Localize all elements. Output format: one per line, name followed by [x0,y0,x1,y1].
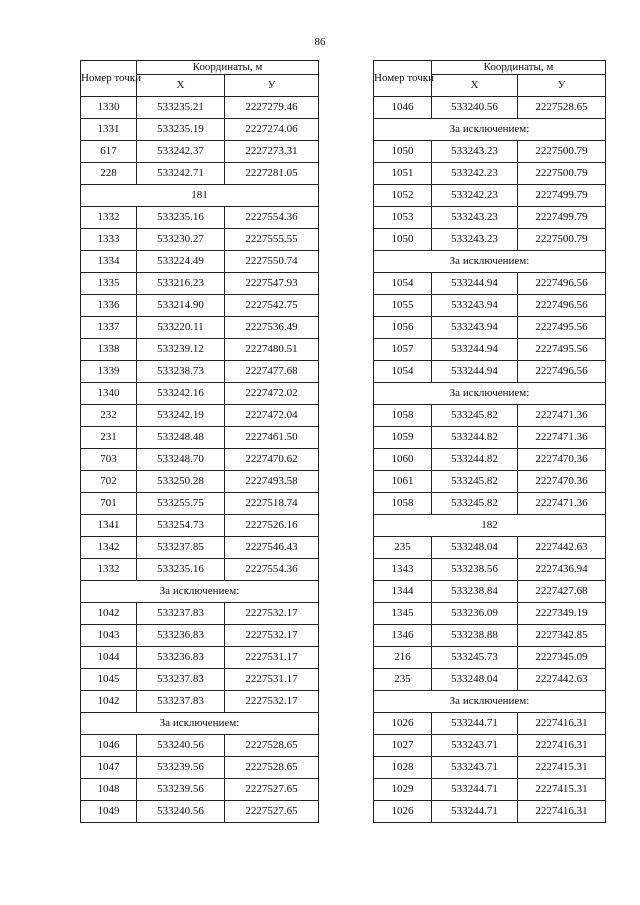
section-row [374,691,606,713]
y-coordinate-cell: 2227349.19 [518,603,606,625]
x-coordinate-cell: 533245.82 [432,471,518,493]
point-number-cell: 1026 [374,713,432,735]
point-number-cell: 1050 [374,141,432,163]
table-row [374,713,606,735]
header-y: У [225,75,319,97]
point-number-cell: 1046 [374,97,432,119]
y-coordinate-cell: 2227528.65 [225,735,319,757]
point-number-cell: 216 [374,647,432,669]
table-row [81,515,319,537]
x-coordinate-cell: 533243.94 [432,295,518,317]
table-row [81,537,319,559]
table-row [374,273,606,295]
x-coordinate-cell: 533248.04 [432,669,518,691]
x-coordinate-cell: 533235.16 [137,207,225,229]
point-number-cell: 235 [374,669,432,691]
table-row [81,339,319,361]
point-number-cell: 1046 [81,735,137,757]
point-number-cell: 1060 [374,449,432,471]
table-row [374,427,606,449]
table-row [81,647,319,669]
point-number-cell: 1059 [374,427,432,449]
y-coordinate-cell: 2227279.46 [225,97,319,119]
point-number-cell: 1047 [81,757,137,779]
table-row [81,449,319,471]
y-coordinate-cell: 2227536.49 [225,317,319,339]
point-number-cell: 1332 [81,559,137,581]
section-row [81,581,319,603]
x-coordinate-cell: 533238.73 [137,361,225,383]
point-number-cell: 1042 [81,603,137,625]
point-number-cell: 1055 [374,295,432,317]
x-coordinate-cell: 533254.73 [137,515,225,537]
point-number-cell: 1053 [374,207,432,229]
table-row [374,735,606,757]
y-coordinate-cell: 2227547.93 [225,273,319,295]
y-coordinate-cell: 2227436.94 [518,559,606,581]
point-number-cell: 1044 [81,647,137,669]
point-number-cell: 1054 [374,273,432,295]
y-coordinate-cell: 2227345.09 [518,647,606,669]
point-number-cell: 1346 [374,625,432,647]
table-row [374,669,606,691]
table-row [81,229,319,251]
section-label: За исключением: [81,581,319,603]
table-row [374,647,606,669]
x-coordinate-cell: 533244.82 [432,449,518,471]
coordinates-table-right [373,60,606,823]
x-coordinate-cell: 533240.56 [137,735,225,757]
point-number-cell: 1342 [81,537,137,559]
section-row [374,119,606,141]
y-coordinate-cell: 2227416.31 [518,801,606,823]
y-coordinate-cell: 2227527.65 [225,801,319,823]
y-coordinate-cell: 2227442.63 [518,669,606,691]
section-label: За исключением: [374,251,606,273]
y-coordinate-cell: 2227542.75 [225,295,319,317]
point-number-cell: 1332 [81,207,137,229]
point-number-cell: 1054 [374,361,432,383]
x-coordinate-cell: 533245.82 [432,405,518,427]
table-row [374,339,606,361]
y-coordinate-cell: 2227554.36 [225,207,319,229]
table-row [374,361,606,383]
y-coordinate-cell: 2227273.31 [225,141,319,163]
table-row [374,449,606,471]
y-coordinate-cell: 2227531.17 [225,669,319,691]
table-row [81,97,319,119]
y-coordinate-cell: 2227528.65 [518,97,606,119]
x-coordinate-cell: 533220.11 [137,317,225,339]
page-number: 86 [314,36,326,48]
point-number-cell: 1045 [81,669,137,691]
y-coordinate-cell: 2227416.31 [518,713,606,735]
point-number-cell: 1057 [374,339,432,361]
y-coordinate-cell: 2227470.36 [518,449,606,471]
x-coordinate-cell: 533243.23 [432,207,518,229]
section-row [81,185,319,207]
y-coordinate-cell: 2227496.56 [518,361,606,383]
section-label: За исключением: [374,383,606,405]
point-number-cell: 701 [81,493,137,515]
x-coordinate-cell: 533235.21 [137,97,225,119]
y-coordinate-cell: 2227471.36 [518,405,606,427]
x-coordinate-cell: 533242.71 [137,163,225,185]
y-coordinate-cell: 2227470.62 [225,449,319,471]
y-coordinate-cell: 2227518.74 [225,493,319,515]
x-coordinate-cell: 533244.71 [432,801,518,823]
table-row [81,317,319,339]
point-number-cell: 703 [81,449,137,471]
point-number-cell: 235 [374,537,432,559]
section-label: За исключением: [81,713,319,735]
x-coordinate-cell: 533248.04 [432,537,518,559]
table-row [374,141,606,163]
y-coordinate-cell: 2227416.31 [518,735,606,757]
y-coordinate-cell: 2227472.04 [225,405,319,427]
table-row [374,405,606,427]
point-number-cell: 1335 [81,273,137,295]
table-row [374,559,606,581]
table-row [374,779,606,801]
table-row [374,471,606,493]
x-coordinate-cell: 533242.16 [137,383,225,405]
point-number-cell: 1336 [81,295,137,317]
x-coordinate-cell: 533240.56 [137,801,225,823]
x-coordinate-cell: 533248.48 [137,427,225,449]
table-row [374,757,606,779]
x-coordinate-cell: 533250.28 [137,471,225,493]
x-coordinate-cell: 533244.71 [432,779,518,801]
y-coordinate-cell: 2227471.36 [518,493,606,515]
table-row [81,471,319,493]
x-coordinate-cell: 533238.84 [432,581,518,603]
header-point-number: Номер точки [81,61,137,97]
y-coordinate-cell: 2227499.79 [518,185,606,207]
y-coordinate-cell: 2227477.68 [225,361,319,383]
x-coordinate-cell: 533239.56 [137,779,225,801]
point-number-cell: 1343 [374,559,432,581]
y-coordinate-cell: 2227495.56 [518,339,606,361]
x-coordinate-cell: 533244.94 [432,273,518,295]
x-coordinate-cell: 533236.83 [137,647,225,669]
y-coordinate-cell: 2227532.17 [225,691,319,713]
point-number-cell: 1334 [81,251,137,273]
point-number-cell: 1052 [374,185,432,207]
x-coordinate-cell: 533240.56 [432,97,518,119]
point-number-cell: 1048 [81,779,137,801]
table-row [374,229,606,251]
table-row [81,405,319,427]
table-row [374,207,606,229]
x-coordinate-cell: 533236.09 [432,603,518,625]
section-label: За исключением: [374,119,606,141]
x-coordinate-cell: 533237.83 [137,603,225,625]
point-number-cell: 1344 [374,581,432,603]
x-coordinate-cell: 533216.23 [137,273,225,295]
y-coordinate-cell: 2227496.56 [518,295,606,317]
table-row [81,735,319,757]
point-number-cell: 1043 [81,625,137,647]
x-coordinate-cell: 533242.23 [432,185,518,207]
header-x: Х [432,75,518,97]
header-point-number: Номер точки [374,61,432,97]
x-coordinate-cell: 533244.82 [432,427,518,449]
table-row [81,207,319,229]
point-number-cell: 1029 [374,779,432,801]
section-row [374,251,606,273]
x-coordinate-cell: 533237.83 [137,669,225,691]
table-row [374,163,606,185]
y-coordinate-cell: 2227526.16 [225,515,319,537]
y-coordinate-cell: 2227500.79 [518,141,606,163]
y-coordinate-cell: 2227472.02 [225,383,319,405]
section-label: 182 [374,515,606,537]
table-row [81,141,319,163]
point-number-cell: 617 [81,141,137,163]
point-number-cell: 1058 [374,405,432,427]
point-number-cell: 231 [81,427,137,449]
y-coordinate-cell: 2227532.17 [225,603,319,625]
x-coordinate-cell: 533243.71 [432,757,518,779]
point-number-cell: 1027 [374,735,432,757]
x-coordinate-cell: 533235.19 [137,119,225,141]
point-number-cell: 1339 [81,361,137,383]
x-coordinate-cell: 533242.23 [432,163,518,185]
x-coordinate-cell: 533214.90 [137,295,225,317]
x-coordinate-cell: 533244.94 [432,361,518,383]
y-coordinate-cell: 2227461.50 [225,427,319,449]
x-coordinate-cell: 533243.94 [432,317,518,339]
point-number-cell: 702 [81,471,137,493]
section-label: За исключением: [374,691,606,713]
x-coordinate-cell: 533245.82 [432,493,518,515]
table-row [81,119,319,141]
point-number-cell: 1028 [374,757,432,779]
y-coordinate-cell: 2227532.17 [225,625,319,647]
y-coordinate-cell: 2227550.74 [225,251,319,273]
point-number-cell: 1061 [374,471,432,493]
x-coordinate-cell: 533245.73 [432,647,518,669]
x-coordinate-cell: 533235.16 [137,559,225,581]
x-coordinate-cell: 533242.37 [137,141,225,163]
table-row [81,273,319,295]
x-coordinate-cell: 533243.71 [432,735,518,757]
point-number-cell: 1330 [81,97,137,119]
section-row [81,713,319,735]
point-number-cell: 1337 [81,317,137,339]
y-coordinate-cell: 2227499.79 [518,207,606,229]
point-number-cell: 1058 [374,493,432,515]
point-number-cell: 1333 [81,229,137,251]
x-coordinate-cell: 533238.88 [432,625,518,647]
point-number-cell: 1338 [81,339,137,361]
y-coordinate-cell: 2227528.65 [225,757,319,779]
table-row [374,97,606,119]
y-coordinate-cell: 2227470.36 [518,471,606,493]
y-coordinate-cell: 2227493.58 [225,471,319,493]
point-number-cell: 1026 [374,801,432,823]
y-coordinate-cell: 2227500.79 [518,229,606,251]
table-row [374,493,606,515]
y-coordinate-cell: 2227500.79 [518,163,606,185]
coordinates-table-left [80,60,319,823]
x-coordinate-cell: 533224.49 [137,251,225,273]
x-coordinate-cell: 533237.83 [137,691,225,713]
x-coordinate-cell: 533230.27 [137,229,225,251]
table-row [81,779,319,801]
x-coordinate-cell: 533237.85 [137,537,225,559]
y-coordinate-cell: 2227471.36 [518,427,606,449]
table-row [374,317,606,339]
y-coordinate-cell: 2227427.68 [518,581,606,603]
y-coordinate-cell: 2227274.06 [225,119,319,141]
x-coordinate-cell: 533238.56 [432,559,518,581]
x-coordinate-cell: 533242.19 [137,405,225,427]
table-row [81,361,319,383]
table-row [374,625,606,647]
section-label: 181 [81,185,319,207]
table-row [374,603,606,625]
y-coordinate-cell: 2227281.05 [225,163,319,185]
y-coordinate-cell: 2227342.85 [518,625,606,647]
y-coordinate-cell: 2227442.63 [518,537,606,559]
table-row [374,537,606,559]
header-x: Х [137,75,225,97]
table-row [81,603,319,625]
y-coordinate-cell: 2227480.51 [225,339,319,361]
table-row [81,251,319,273]
header-coordinates: Координаты, м [432,61,606,75]
point-number-cell: 1042 [81,691,137,713]
table-row [81,427,319,449]
table-row [374,295,606,317]
point-number-cell: 1345 [374,603,432,625]
point-number-cell: 1056 [374,317,432,339]
x-coordinate-cell: 533248.70 [137,449,225,471]
y-coordinate-cell: 2227531.17 [225,647,319,669]
x-coordinate-cell: 533239.56 [137,757,225,779]
y-coordinate-cell: 2227527.65 [225,779,319,801]
table-row [81,295,319,317]
header-y: У [518,75,606,97]
table-row [81,163,319,185]
y-coordinate-cell: 2227496.56 [518,273,606,295]
y-coordinate-cell: 2227554.36 [225,559,319,581]
x-coordinate-cell: 533244.94 [432,339,518,361]
point-number-cell: 232 [81,405,137,427]
y-coordinate-cell: 2227555.55 [225,229,319,251]
table-row [374,185,606,207]
table-row [374,801,606,823]
point-number-cell: 1050 [374,229,432,251]
x-coordinate-cell: 533255.75 [137,493,225,515]
table-row [81,383,319,405]
point-number-cell: 1331 [81,119,137,141]
y-coordinate-cell: 2227415.31 [518,779,606,801]
point-number-cell: 1051 [374,163,432,185]
point-number-cell: 1049 [81,801,137,823]
y-coordinate-cell: 2227415.31 [518,757,606,779]
table-row [81,669,319,691]
section-row [374,515,606,537]
x-coordinate-cell: 533243.23 [432,229,518,251]
section-row [374,383,606,405]
point-number-cell: 228 [81,163,137,185]
table-row [81,625,319,647]
table-row [81,691,319,713]
point-number-cell: 1341 [81,515,137,537]
table-row [81,801,319,823]
point-number-cell: 1340 [81,383,137,405]
header-coordinates: Координаты, м [137,61,319,75]
x-coordinate-cell: 533239.12 [137,339,225,361]
x-coordinate-cell: 533243.23 [432,141,518,163]
table-row [81,559,319,581]
x-coordinate-cell: 533244.71 [432,713,518,735]
table-row [81,757,319,779]
table-row [81,493,319,515]
y-coordinate-cell: 2227495.56 [518,317,606,339]
table-row [374,581,606,603]
x-coordinate-cell: 533236.83 [137,625,225,647]
y-coordinate-cell: 2227546.43 [225,537,319,559]
